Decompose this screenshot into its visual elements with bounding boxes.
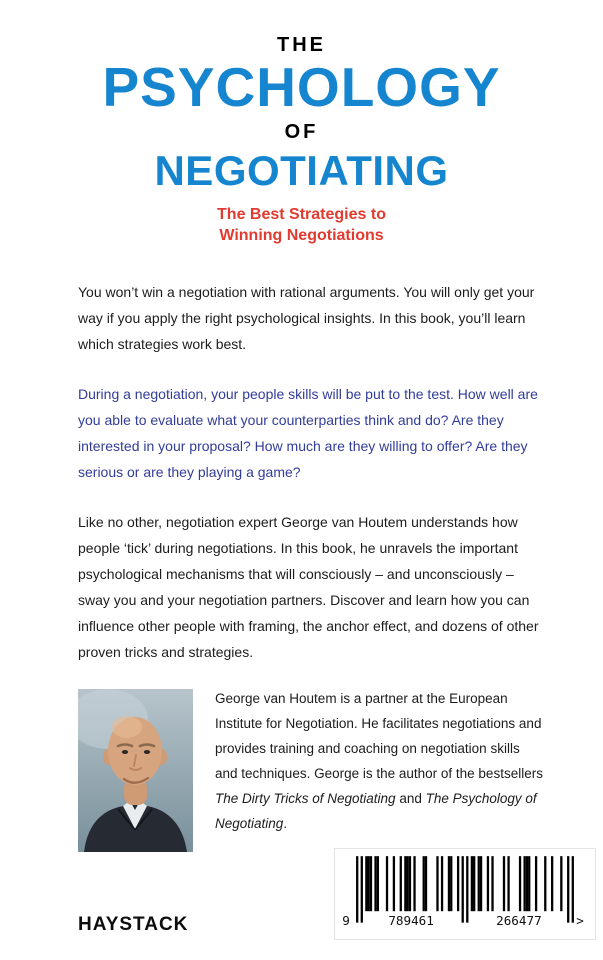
isbn-digit-leading: 9 [342, 912, 350, 928]
title-word-of: OF [284, 121, 319, 144]
author-photo [78, 689, 193, 852]
blurb-paragraph-3: Like no other, negotiation expert George van Houtem understands how people ‘tick’ during negotiations. In this book, he unravels the important psychological mechanisms that will consciously – and unconsciously – sway you and your negotiation partners. Discover and learn how you can influence other people with framing, the anchor effect, and dozens of other proven tricks and strategies. [78, 513, 539, 660]
isbn-group-1: 789461 [388, 912, 434, 928]
tagline [0, 204, 603, 246]
title-word-negotiating: NEGOTIATING [154, 147, 449, 195]
blurb-paragraph-1: You won’t win a negotiation with rational arguments. You will only get your way if you apply the right psychological insights. In this book, you’ll learn which strategies work best. [78, 283, 535, 352]
title-block [0, 0, 603, 247]
author-portrait-illustration [78, 689, 193, 852]
title-word-psychology: PSYCHOLOGY [102, 56, 501, 118]
back-cover-blurb [78, 279, 543, 665]
title-word-the: THE [277, 34, 326, 56]
author-section [78, 689, 553, 852]
barcode-graphic [340, 856, 590, 932]
tagline-line2: Winning Negotiations [219, 227, 384, 245]
barcode-arrow: > [576, 912, 584, 928]
author-bio: George van Houtem is a partner at the European Institute for Negotiation. He facilitates negotiations and provides training and coaching on negotiation skills and techniques. George is the author of the bestsellers The Dirty Tricks of Negotiating and The Psychology of Negotiating. [215, 690, 543, 831]
blurb-paragraph-2: During a negotiation, your people skills will be put to the test. How well are you able to evaluate what your counterparties think and do? Are they interested in your proposal? How much are they willing to offer? Are they serious or are they playing a game? [78, 385, 538, 480]
publisher-logo: HAYSTACK [78, 914, 189, 935]
isbn-barcode [334, 848, 596, 940]
tagline-line1: The Best Strategies to [217, 206, 386, 224]
isbn-group-2: 266477 [496, 912, 542, 928]
